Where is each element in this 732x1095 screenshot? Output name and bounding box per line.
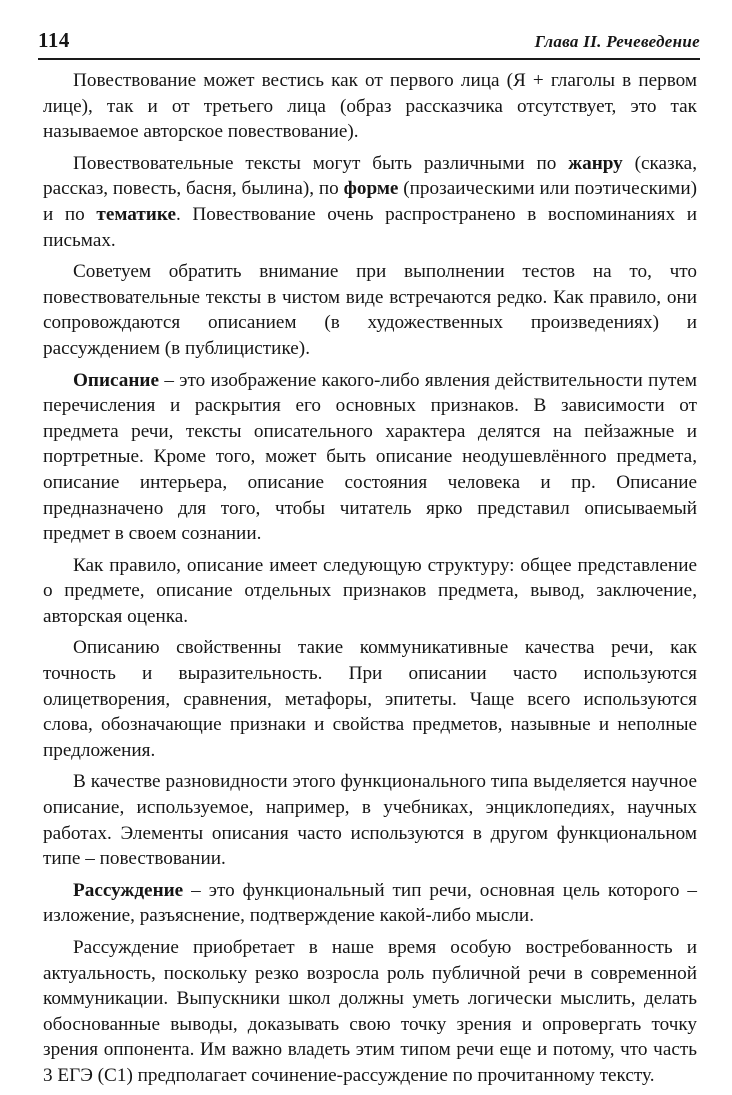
- text-run: – это изображение какого-либо явления действительности путем перечисления и раскрытия его основных признаков. В зависимости от предмета речи, тексты описательного характера делятся на пейзажные и портретные. Кроме того, может быть описание неодушевлённого предмета, описание интерьера, описание состояния человека и пр. Описание предназначено для того, чтобы читатель ярко представил описываемый предмет в своем сознании.: [43, 369, 697, 545]
- text-run: (прозаическими или поэтическими) и по: [43, 178, 697, 225]
- paragraph: [43, 151, 697, 253]
- paragraph: [43, 878, 697, 929]
- text-run: (сказка, рассказ, повесть, басня, былина), по: [43, 152, 697, 200]
- bold-term: Описание: [73, 369, 160, 391]
- paragraph: [43, 259, 697, 361]
- book-page: [38, 28, 700, 1095]
- text-run: Рассуждение приобретает в наше время особую востребованность и актуальность, поскольку резко возросла роль публичной речи в современной коммуникации. Выпускники школ должны уметь логически мыслить, делать обоснованные выводы, доказывать свою точку зрения и опровергать точку зрения оппонента. Им важно владеть этим типом речи еще и потому, что часть 3 ЕГЭ (С1) предполагает сочинение-рассуждение по прочитанному тексту.: [43, 937, 697, 1086]
- paragraph: [43, 368, 697, 547]
- header-rule: [38, 58, 700, 60]
- bold-term: Рассуждение: [73, 879, 184, 901]
- bold-term: жанру: [568, 152, 623, 174]
- text-run: В качестве разновидности этого функционального типа выделяется научное описание, используемое, например, в учебниках, энциклопедиях, научных работах. Элементы описания часто используются в другом функциональном типе – повествовании.: [43, 771, 697, 870]
- text-run: Советуем обратить внимание при выполнении тестов на то, что повествовательные тексты в чистом виде встречаются редко. Как правило, они сопровождаются описанием (в художественных произведениях) и рассуждением (в публицистике).: [43, 261, 697, 359]
- bold-term: тематике: [96, 203, 176, 225]
- paragraph: [43, 935, 697, 1089]
- bold-term: форме: [343, 178, 399, 200]
- paragraph: [43, 635, 697, 763]
- text-run: Повествование может вестись как от первого лица (Я + глаголы в первом лице), так и от третьего лица (образ рассказчика отсутствует, это так называемое авторское повествование).: [43, 70, 697, 143]
- text-run: Как правило, описание имеет следующую структуру: общее представление о предмете, описание отдельных признаков предмета, вывод, заключение, авторская оценка.: [43, 554, 697, 627]
- text-run: Повествовательные тексты могут быть различными по: [73, 152, 569, 174]
- running-title: Глава II. Речеведение: [534, 32, 700, 51]
- paragraph: [43, 553, 697, 630]
- text-run: . Повествование очень распространено в воспоминаниях и письмах.: [43, 203, 697, 251]
- body-text: [38, 68, 700, 1089]
- page-header: [38, 28, 700, 58]
- text-run: Описанию свойственны такие коммуникативные качества речи, как точность и выразительность. При описании часто используются олицетворения, сравнения, метафоры, эпитеты. Чаще всего используются слова, обозначающие признаки и свойства предметов, назывные и неполные предложения.: [43, 637, 697, 761]
- paragraph: [43, 769, 697, 871]
- paragraph: [43, 68, 697, 145]
- page-number: 114: [38, 28, 70, 52]
- text-run: – это функциональный тип речи, основная цель которого – изложение, разъяснение, подтверждение какой-либо мысли.: [43, 879, 697, 927]
